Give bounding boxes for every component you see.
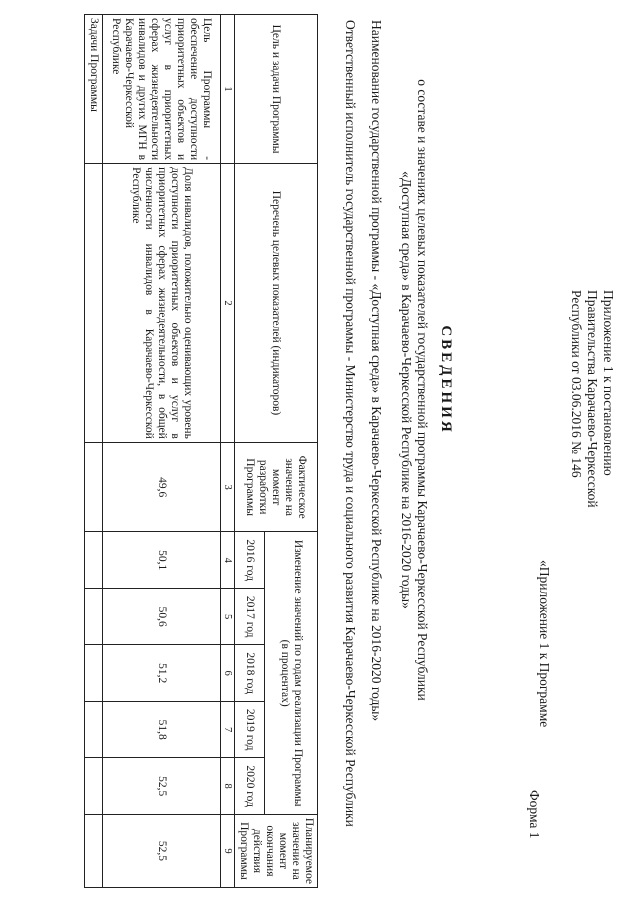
header-year-2018: 2018 год <box>235 645 266 701</box>
column-number: 4 <box>221 532 235 588</box>
appendix-note <box>568 290 616 620</box>
actual-value-cell: 49,6 <box>103 442 221 532</box>
empty-cell <box>85 164 103 443</box>
year-value-cell: 51,2 <box>103 645 221 701</box>
empty-cell <box>85 645 103 701</box>
header-year-2017: 2017 год <box>235 588 266 644</box>
appendix-line-1: Приложение 1 к постановлению <box>601 290 616 476</box>
empty-cell <box>85 701 103 757</box>
tasks-row <box>85 15 103 888</box>
subtitle-line-1: о составе и значениях целевых показателей государственной программы Карачаево-Черкесской Республики <box>415 79 430 701</box>
indicators-table <box>84 14 318 888</box>
year-value-cell: 50,6 <box>103 588 221 644</box>
column-number: 9 <box>221 814 235 887</box>
tasks-label-cell: Задачи Программы <box>85 15 103 164</box>
document-heading: СВЕДЕНИЯ <box>438 325 454 435</box>
empty-cell <box>85 814 103 887</box>
header-actual: Фактическое значение на момент разработки Программы <box>235 442 318 532</box>
executor-line: Ответственный исполнитель государственной программы - Министерство труда и социального развития Карачаево-Черкесской Республики <box>343 20 358 827</box>
header-planned: Планируемое значение на момент окончания действия Программы <box>235 814 318 887</box>
header-changes: Изменение значений по годам реализации Программы (в процентах) <box>265 532 318 814</box>
year-value-cell: 50,1 <box>103 532 221 588</box>
column-number: 2 <box>221 164 235 443</box>
goal-cell: Цель Программы - обеспечение доступности приоритетных объектов и услуг в приоритетных сферах жизнедеятельности инвалидов и других МГН в Карачаево-Черкесской Республике <box>103 15 221 164</box>
planned-value-cell: 52,5 <box>103 814 221 887</box>
empty-cell <box>85 758 103 814</box>
column-number: 1 <box>221 15 235 164</box>
column-number: 8 <box>221 758 235 814</box>
header-goal: Цель и задачи Программы <box>235 15 318 164</box>
column-number: 7 <box>221 701 235 757</box>
column-number: 5 <box>221 588 235 644</box>
empty-cell <box>85 588 103 644</box>
year-value-cell: 51,8 <box>103 701 221 757</box>
document-subtitle <box>398 60 430 720</box>
year-value-cell: 52,5 <box>103 758 221 814</box>
empty-cell <box>85 442 103 532</box>
column-number: 3 <box>221 442 235 532</box>
empty-cell <box>85 532 103 588</box>
column-number: 6 <box>221 645 235 701</box>
appendix-line-3: Республики от 03.06.2016 № 146 <box>569 290 584 478</box>
header-year-2020: 2020 год <box>235 758 266 814</box>
form-label: Форма 1 <box>527 790 542 839</box>
header-row-1 <box>265 15 318 888</box>
subtitle-line-2: «Доступная среда» в Карачаево-Черкесской Республике на 2016-2020 годы» <box>399 171 414 609</box>
indicator-cell: Доля инвалидов, положительно оценивающих уровень доступности приоритетных объектов и услуг в приоритетных сферах жизнедеятельности, в общей численности инвалидов в Карачаево-Черкесской Республике <box>103 164 221 443</box>
header-year-2016: 2016 год <box>235 532 266 588</box>
column-number-row <box>221 15 235 888</box>
program-reference: «Приложение 1 к Программе <box>537 560 552 728</box>
program-name-line: Наименование государственной программы - «Доступная среда» в Карачаево-Черкесской Республике на 2016-2020 годы» <box>369 20 384 722</box>
header-year-2019: 2019 год <box>235 701 266 757</box>
appendix-line-2: Правительства Карачаево-Черкесской <box>585 290 600 508</box>
header-indicators: Перечень целевых показателей (индикаторов) <box>235 164 318 443</box>
table-row <box>103 15 221 888</box>
